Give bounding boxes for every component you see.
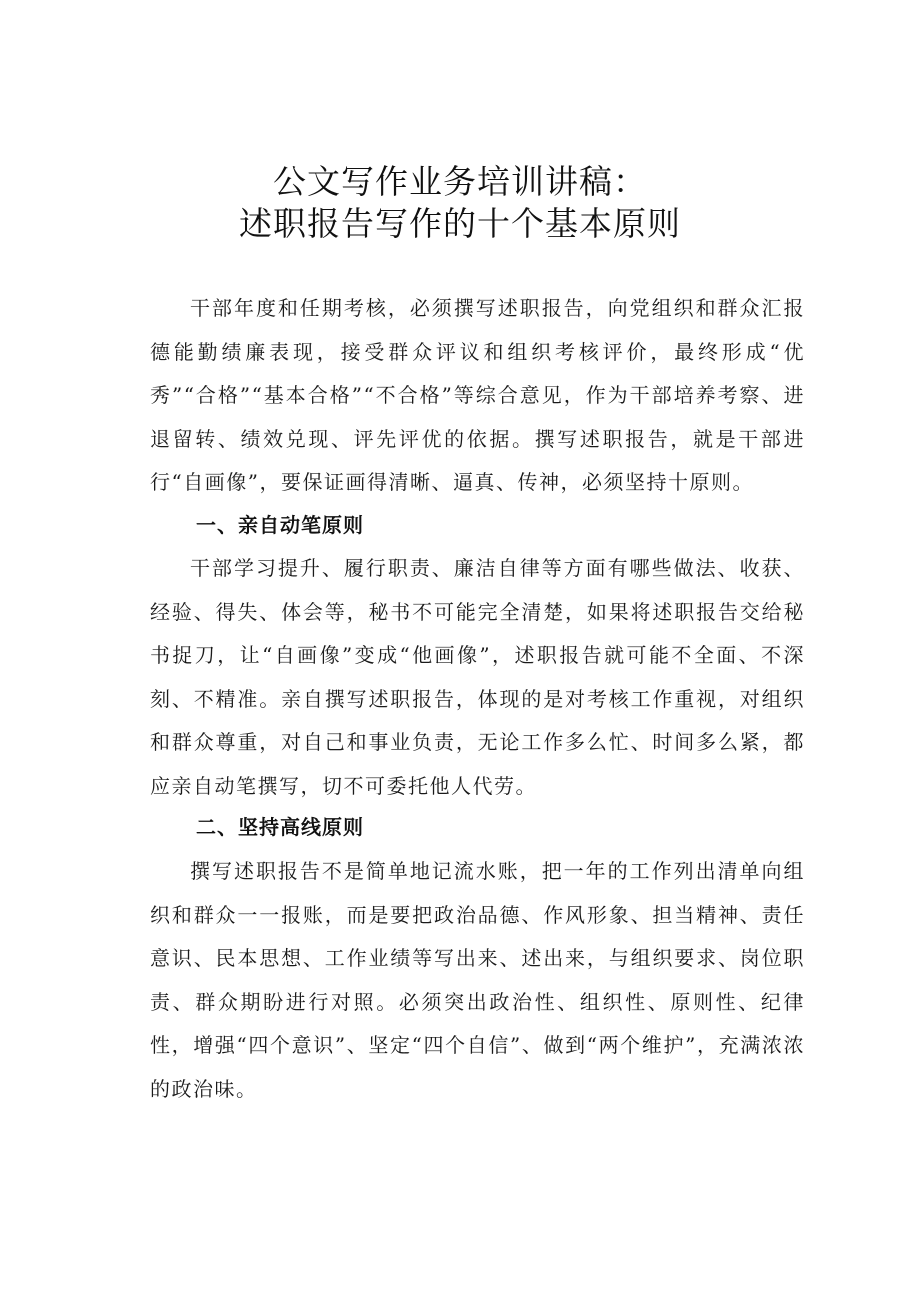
section-heading-1: 一、亲自动笔原则	[196, 513, 364, 537]
section-paragraph-2: 撰写述职报告不是简单地记流水账，把一年的工作列出清单向组织和群众一一报账，而是要把政治品德、作风形象、担当精神、责任意识、民本思想、工作业绩等写出来、述出来，与组织要求、岗位职责、群众期盼进行对照。必须突出政治性、组织性、原则性、纪律性，增强“四个意识”、坚定“四个自信”、做到“两个维护”，充满浓浓的政治味。	[150, 859, 805, 1101]
intro-paragraph: 干部年度和任期考核，必须撰写述职报告，向党组织和群众汇报德能勤绩廉表现，接受群众评议和组织考核评价，最终形成“优秀”“合格”“基本合格”“不合格”等综合意见，作为干部培养考察、进退留转、绩效兑现、评先评优的依据。撰写述职报告，就是干部进行“自画像”，要保证画得清晰、逼真、传神，必须坚持十原则。	[150, 296, 805, 494]
section-paragraph-1: 干部学习提升、履行职责、廉洁自律等方面有哪些做法、收获、经验、得失、体会等，秘书不可能完全清楚，如果将述职报告交给秘书捉刀，让“自画像”变成“他画像”，述职报告就可能不全面、不深刻、不精准。亲自撰写述职报告，体现的是对考核工作重视，对组织和群众尊重，对自己和事业负责，无论工作多么忙、时间多么紧，都应亲自动笔撰写，切不可委托他人代劳。	[150, 556, 805, 798]
section-heading-2: 二、坚持高线原则	[196, 815, 364, 839]
document-title-line1: 公文写作业务培训讲稿：	[273, 162, 647, 201]
document-title-line2: 述职报告写作的十个基本原则	[239, 204, 681, 243]
